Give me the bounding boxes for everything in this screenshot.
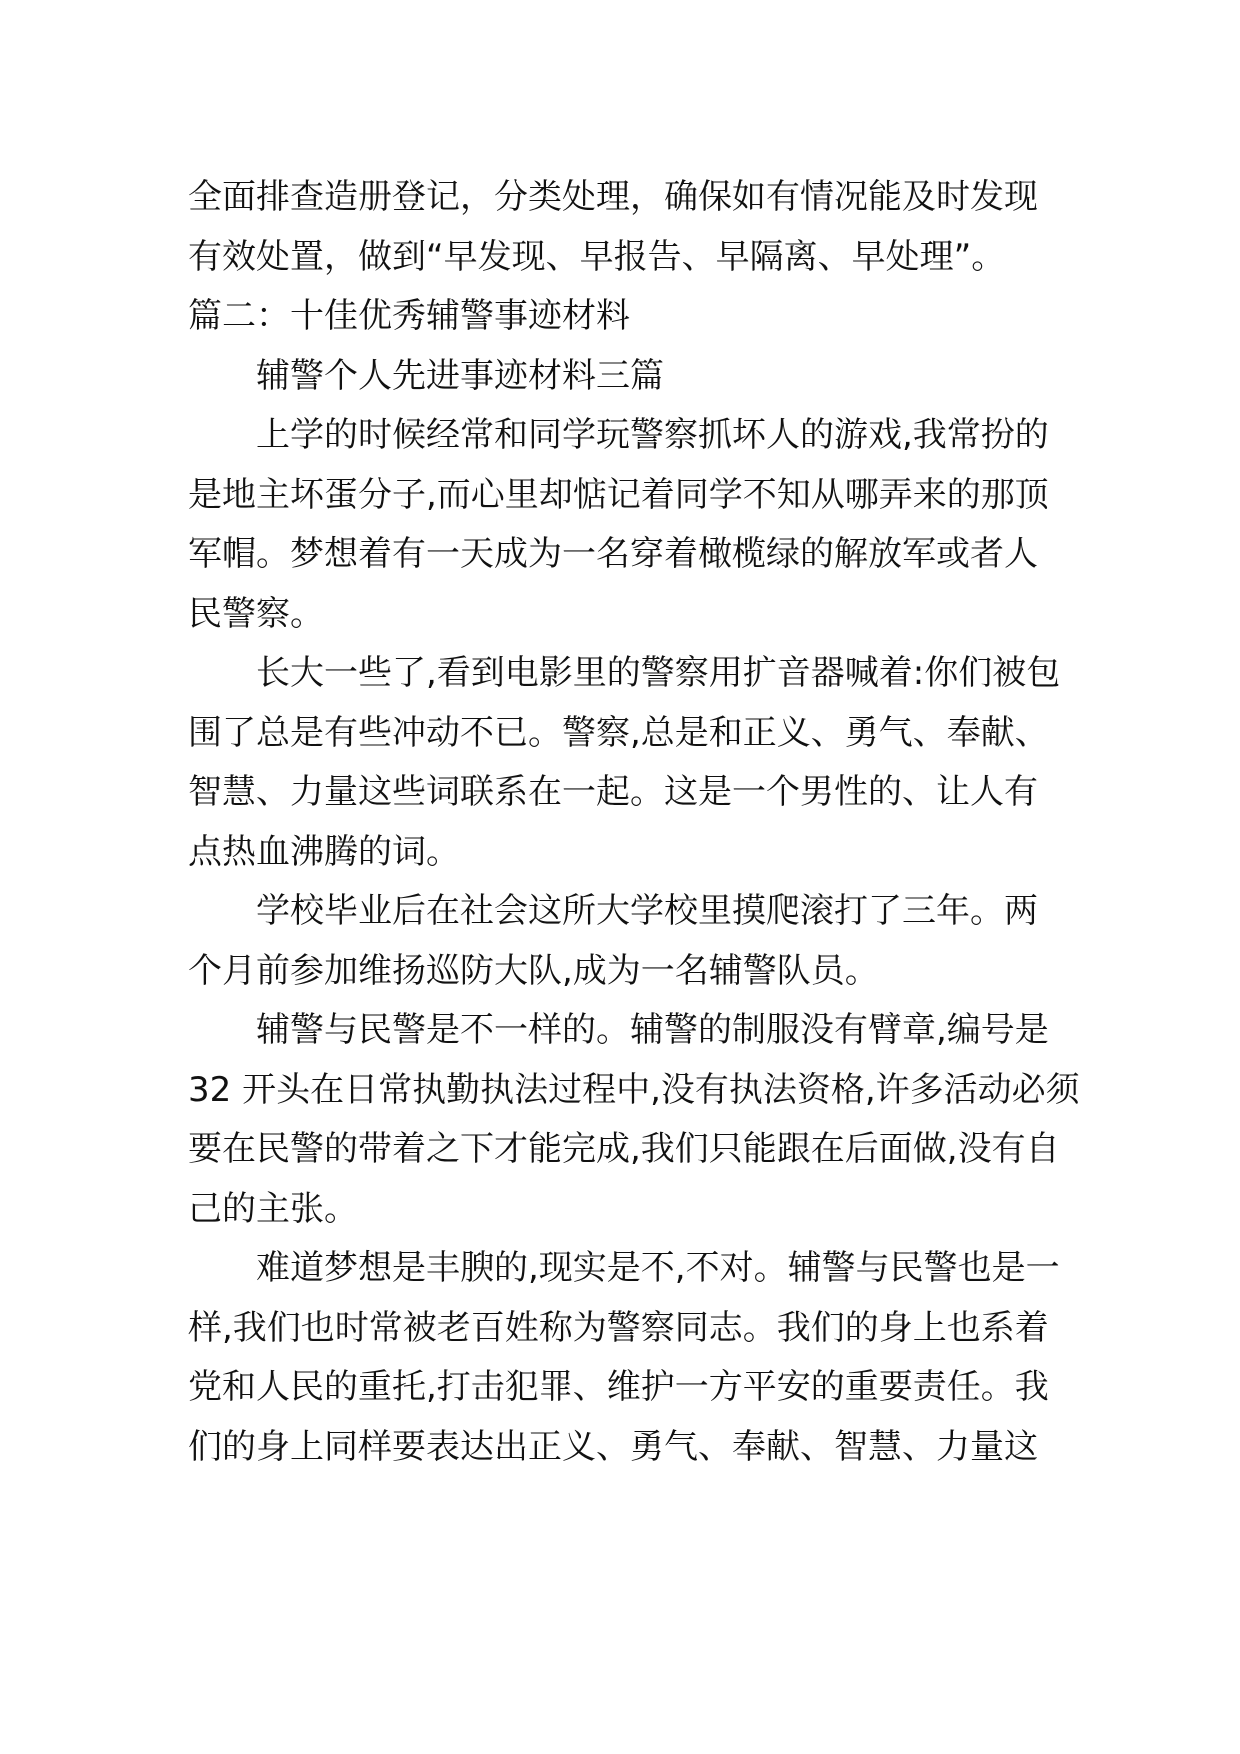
text-line: 们的身上同样要表达出正义、勇气、奉献、智慧、力量这 (188, 1426, 1038, 1467)
text-line: 是地主坏蛋分子,而心里却惦记着同学不知从哪弄来的那顶 (188, 474, 1049, 515)
text-line: 辅警与民警是不一样的。辅警的制服没有臂章,编号是 (256, 1010, 1049, 1050)
text-line: 要在民警的带着之下才能完成,我们只能跟在后面做,没有自 (188, 1129, 1060, 1169)
text-line: 长大一些了,看到电影里的警察用扩音器喊着:你们被包 (256, 653, 1061, 693)
text-line: 32 开头在日常执勤执法过程中,没有执法资格,许多活动必须 (188, 1069, 1080, 1110)
text-line: 个月前参加维扬巡防大队,成为一名辅警队员。 (188, 950, 879, 991)
text-line: 己的主张。 (188, 1188, 358, 1229)
subtitle: 辅警个人先进事迹材料三篇 (256, 355, 664, 396)
text-line: 学校毕业后在社会这所大学校里摸爬滚打了三年。两 (256, 891, 1038, 931)
text-line: 全面排查造册登记，分类处理，确保如有情况能及时发现 (188, 177, 1038, 217)
text-line: 党和人民的重托,打击犯罪、维护一方平安的重要责任。我 (188, 1367, 1049, 1407)
text-line: 难道梦想是丰腴的,现实是不,不对。辅警与民警也是一 (256, 1248, 1060, 1288)
text-line: 有效处置，做到“早发现、早报告、早隔离、早处理”。 (188, 236, 1006, 277)
text-line: 点热血沸腾的词。 (188, 831, 460, 872)
section-heading: 篇二：十佳优秀辅警事迹材料 (188, 296, 630, 336)
text-line: 上学的时候经常和同学玩警察抓坏人的游戏,我常扮的 (256, 415, 1049, 455)
text-line: 军帽。梦想着有一天成为一名穿着橄榄绿的解放军或者人 (188, 534, 1038, 574)
text-line: 智慧、力量这些词联系在一起。这是一个男性的、让人有 (188, 772, 1038, 812)
text-line: 围了总是有些冲动不已。警察,总是和正义、勇气、奉献、 (188, 712, 1049, 753)
text-line: 民警察。 (188, 593, 324, 634)
text-line: 样,我们也时常被老百姓称为警察同志。我们的身上也系着 (188, 1307, 1049, 1348)
body-text (188, 168, 1080, 1477)
